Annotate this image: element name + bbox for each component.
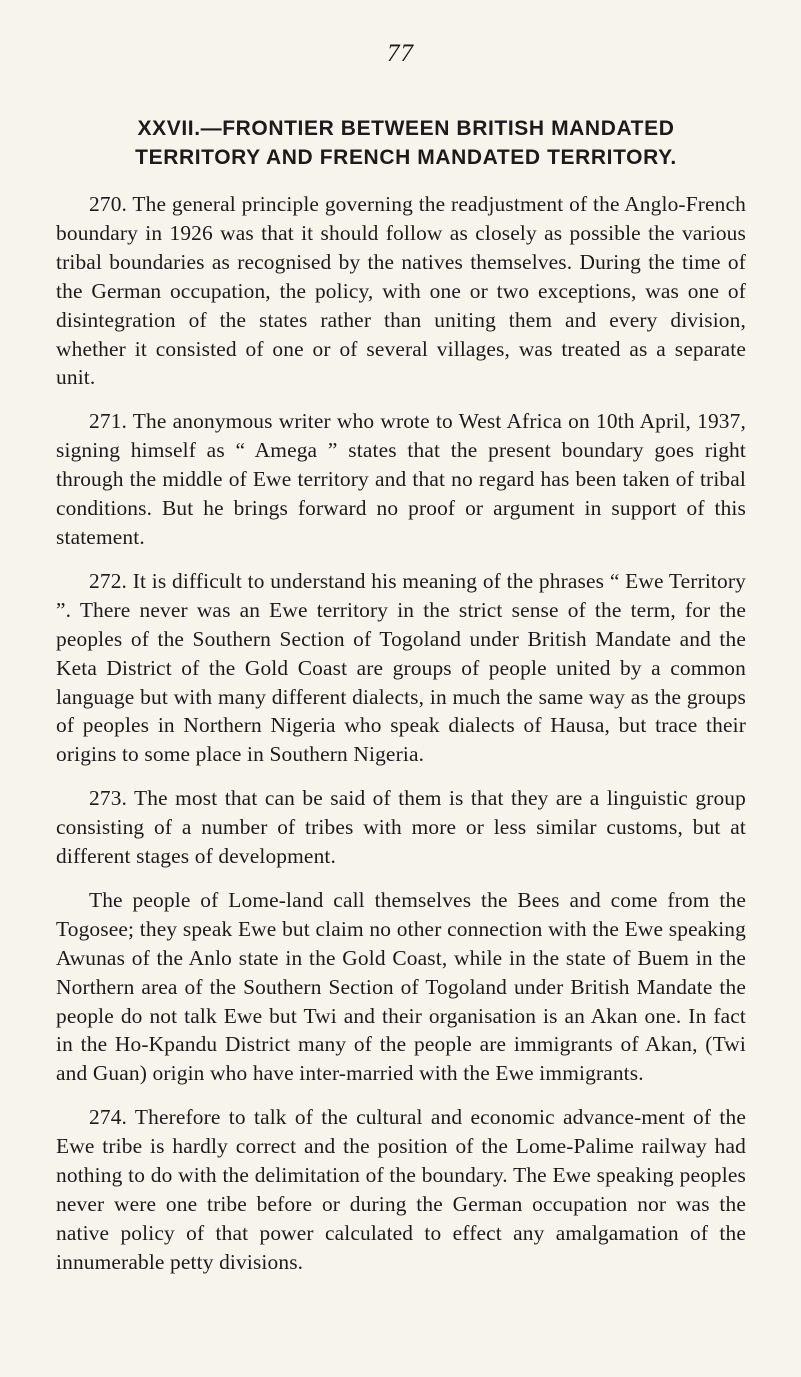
paragraph-273: 273. The most that can be said of them is that they are a linguistic group consisting of a number of tribes with more or less similar customs, but at different stages of development.: [56, 786, 746, 869]
paragraph-274: 274. Therefore to talk of the cultural and economic advance-ment of the Ewe tribe is hardly correct and the position of the Lome-Palime railway had nothing to do with the delimitation of the boundary. The Ewe speaking peoples never were one tribe before or during the German occupation nor was the native policy of that power calculated to effect any amalgamation of the innumerable petty divisions.: [56, 1105, 746, 1274]
paragraph-271: 271. The anonymous writer who wrote to West Africa on 10th April, 1937, signing himself as “ Amega ” states that the present boundary goes right through the middle of Ewe territory and that no regard has been taken of tribal conditions. But he brings forward no proof or argument in support of this statement.: [56, 409, 746, 549]
body-text: [56, 190, 746, 1292]
page-number: 77: [387, 40, 414, 67]
section-heading-line-2: TERRITORY AND FRENCH MANDATED TERRITORY.: [135, 146, 677, 169]
section-heading-line-1: XXVII.—FRONTIER BETWEEN BRITISH MANDATED: [137, 117, 675, 140]
paragraph-lome-land: The people of Lome-land call themselves the Bees and come from the Togosee; they speak Ewe but claim no other connection with the Ewe speaking Awunas of the Anlo state in the Gold Coast, while in the state of Buem in the Northern area of the Southern Section of Togoland under British Mandate the people do not talk Ewe but Twi and their organisation is an Akan one. In fact in the Ho-Kpandu District many of the people are immigrants of Akan, (Twi and Guan) origin who have inter-married with the Ewe immigrants.: [56, 887, 746, 1086]
paragraph-272: 272. It is difficult to understand his meaning of the phrases “ Ewe Territory ”. There never was an Ewe territory in the strict sense of the term, for the peoples of the Southern Section of Togoland under British Mandate and the Keta District of the Gold Coast are groups of people united by a common language but with many different dialects, in much the same way as the groups of peoples in Northern Nigeria who speak dialects of Hausa, but trace their origins to some place in Southern Nigeria.: [56, 568, 746, 767]
section-heading: [56, 114, 756, 172]
paragraph-270: 270. The general principle governing the readjustment of the Anglo-French boundary in 1926 was that it should follow as closely as possible the various tribal boundaries as recognised by the natives themselves. During the time of the German occupation, the policy, with one or two exceptions, was one of disintegration of the states rather than uniting them and every division, whether it consisted of one or of several villages, was treated as a separate unit.: [56, 192, 746, 390]
